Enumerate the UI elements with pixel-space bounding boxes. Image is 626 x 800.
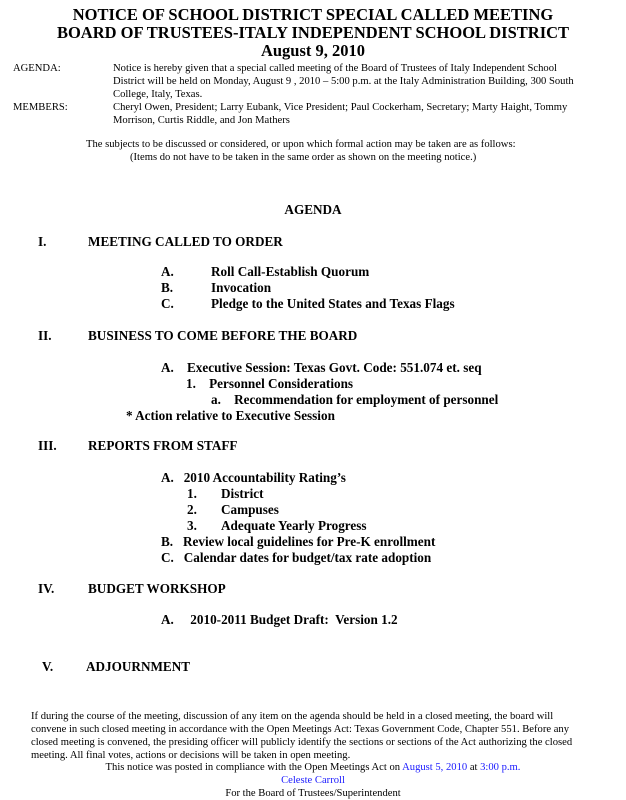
agenda-heading: AGENDA: [284, 202, 342, 217]
agenda-text: Notice is hereby given that a special called meeting of the Board of Trustees of Italy Independent School: [113, 63, 557, 74]
item-text: A. 2010-2011 Budget Draft: Version 1.2: [161, 612, 398, 627]
posted-notice: [0, 761, 626, 774]
section-number: III.: [38, 438, 57, 453]
sub-number: 1.: [187, 486, 197, 501]
posted-at: at: [467, 762, 481, 773]
section-title: ADJOURNMENT: [86, 659, 191, 674]
item-text: Roll Call-Establish Quorum: [211, 264, 370, 279]
item-letter: B.: [161, 280, 174, 295]
item-letter: C.: [161, 296, 174, 311]
section-title: REPORTS FROM STAFF: [88, 438, 238, 453]
section-number: II.: [38, 328, 52, 343]
sub-text: Campuses: [221, 502, 279, 517]
sub-number: 3.: [187, 518, 197, 533]
sub-number: 2.: [187, 502, 197, 517]
title-date: August 9, 2010: [260, 41, 366, 60]
subjects-note: (Items do not have to be taken in the same order as shown on the meeting notice.): [130, 152, 477, 163]
sub-text: District: [221, 486, 264, 501]
footer-text: If during the course of the meeting, discussion of any item on the agenda should be held in a closed meeting, the board will: [31, 711, 554, 722]
signer-title: For the Board of Trustees/Superintendent: [225, 788, 401, 799]
item-text: Invocation: [211, 280, 272, 295]
posted-prefix: This notice was posted in compliance with the Open Meetings Act on: [105, 762, 403, 773]
item-text: B. Review local guidelines for Pre-K enrollment: [161, 534, 436, 549]
section-title: BUSINESS TO COME BEFORE THE BOARD: [88, 328, 358, 343]
section-number: IV.: [38, 581, 55, 596]
title-line-1: NOTICE OF SCHOOL DISTRICT SPECIAL CALLED MEETING: [72, 5, 554, 24]
item-text: C. Calendar dates for budget/tax rate adoption: [161, 550, 432, 565]
agenda-text: College, Italy, Texas.: [113, 89, 203, 100]
item-text: A. Executive Session: Texas Govt. Code: 551.074 et. seq: [161, 360, 482, 375]
item-text: Pledge to the United States and Texas Flags: [211, 296, 455, 311]
footer-text: closed meeting is convened, the presiding officer will publicly identify the sections or sections of the Act authorizing the closed: [31, 737, 573, 748]
agenda-label: AGENDA:: [13, 63, 61, 74]
section-title: BUDGET WORKSHOP: [88, 581, 226, 596]
item-letter: A.: [161, 264, 174, 279]
members-text: Morrison, Curtis Riddle, and Jon Mathers: [113, 115, 290, 126]
footer-text: convene in such closed meeting in accordance with the Open Meetings Act: Texas Government Code, Chapter 551. Before any: [31, 724, 570, 735]
item-text: a. Recommendation for employment of personnel: [211, 392, 499, 407]
item-text: A. 2010 Accountability Rating’s: [161, 470, 346, 485]
title-line-2: BOARD OF TRUSTEES-ITALY INDEPENDENT SCHOOL DISTRICT: [56, 23, 570, 42]
item-text: 1. Personnel Considerations: [186, 376, 354, 391]
members-label: MEMBERS:: [13, 102, 68, 113]
sub-text: Adequate Yearly Progress: [221, 518, 367, 533]
section-title: MEETING CALLED TO ORDER: [88, 234, 283, 249]
signer-name: Celeste Carroll: [281, 775, 345, 786]
posted-time: 3:00 p.m.: [480, 762, 521, 773]
members-text: Cheryl Owen, President; Larry Eubank, Vice President; Paul Cockerham, Secretary; Marty Haight, Tommy: [113, 102, 568, 113]
subjects-text: The subjects to be discussed or considered, or upon which formal action may be taken are as follows:: [86, 139, 516, 150]
section-number: I.: [38, 234, 47, 249]
agenda-text: District will be held on Monday, August 9 , 2010 – 5:00 p.m. at the Italy Administration Building, 300 South: [113, 76, 574, 87]
section-number: V.: [42, 659, 54, 674]
posted-date: August 5, 2010: [402, 762, 468, 773]
action-note: * Action relative to Executive Session: [126, 408, 335, 423]
footer-text: meeting. All final votes, actions or decisions will be taken in open meeting.: [31, 750, 351, 761]
